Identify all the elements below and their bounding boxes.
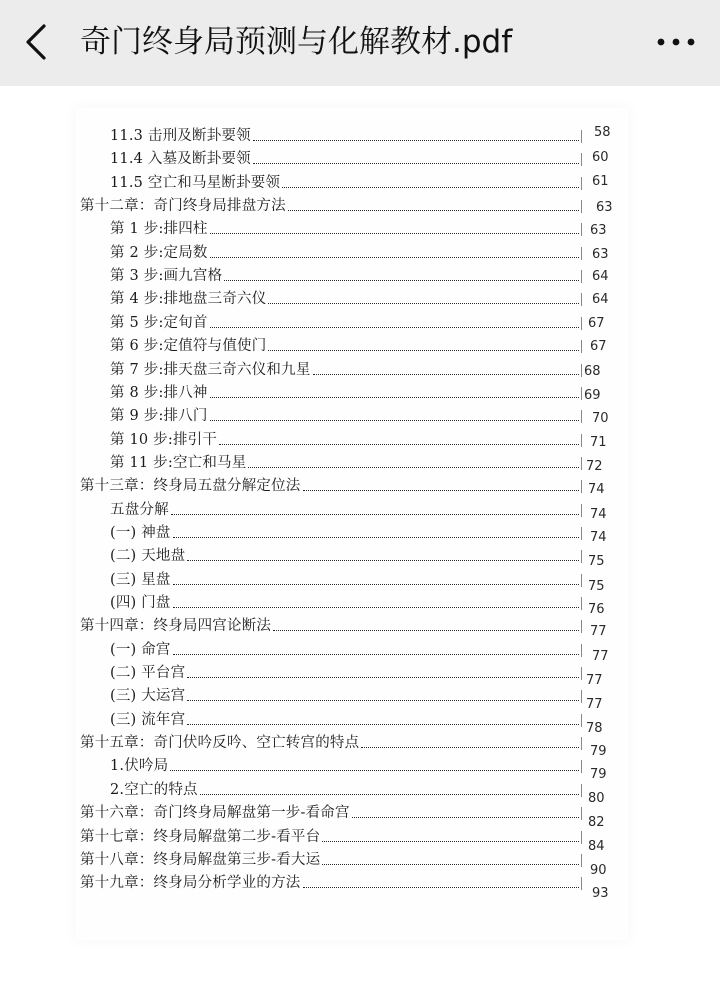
leader-end-mark (581, 784, 582, 797)
toc-entry-page-number: 69 (584, 387, 601, 403)
toc-entry-page-number: 67 (590, 339, 607, 355)
toc-entry-page-number: 63 (596, 200, 613, 216)
toc-entry-page-number: 80 (588, 790, 605, 806)
toc-entry[interactable] (110, 661, 582, 683)
toc-entry-page-number: 77 (590, 624, 607, 640)
toc-entry-title: 2.空亡的特点 (110, 781, 198, 798)
toc-entry[interactable] (110, 451, 582, 473)
dot-leader (268, 350, 579, 351)
toc-entry-title: 第十四章：终身局四宫论断法 (80, 618, 272, 635)
toc-entry-page-number: 64 (592, 269, 609, 285)
dot-leader (173, 537, 579, 538)
toc-entry[interactable] (110, 591, 582, 613)
toc-entry-title: 第 9 步:排八门 (110, 408, 208, 425)
toc-entry-page-number: 74 (588, 482, 605, 498)
leader-end-mark (581, 737, 582, 750)
dot-leader (210, 327, 579, 328)
toc-entry-page-number: 63 (592, 246, 609, 262)
toc-entry[interactable] (110, 358, 582, 380)
toc-entry-page-number: 74 (590, 529, 607, 545)
toc-entry-title: 第十二章：奇门终身局排盘方法 (80, 198, 286, 215)
toc-entry[interactable] (110, 404, 582, 426)
toc-entry-page-number: 79 (590, 744, 607, 760)
toc-entry[interactable] (110, 171, 582, 193)
toc-entry-page-number: 77 (586, 673, 603, 689)
toc-entry-page-number: 90 (590, 862, 607, 878)
leader-end-mark (581, 574, 582, 587)
toc-entry-title: 第 6 步:定值符与值使门 (110, 338, 267, 355)
leader-end-mark (581, 270, 582, 283)
leader-end-mark (581, 317, 582, 330)
toc-entry-page-number: 74 (590, 506, 607, 522)
dot-leader (210, 420, 579, 421)
toc-entry[interactable] (80, 801, 582, 823)
leader-end-mark (581, 527, 582, 540)
leader-end-mark (581, 831, 582, 844)
toc-entry-title: 第 2 步:定局数 (110, 244, 208, 261)
toc-entry-title: 第 3 步:画九宫格 (110, 268, 223, 285)
toc-entry-title: (三) 流年宫 (110, 711, 186, 728)
leader-end-mark (581, 457, 582, 470)
toc-entry-page-number: 84 (588, 838, 605, 854)
toc-entry-page-number: 79 (590, 767, 607, 783)
dot-leader (210, 397, 579, 398)
toc-entry[interactable] (110, 638, 582, 660)
toc-entry[interactable] (110, 754, 582, 776)
toc-entry-title: 第 5 步:定旬首 (110, 314, 208, 331)
leader-end-mark (581, 667, 582, 680)
chevron-left-icon (14, 18, 62, 66)
toc-entry-title: 第 11 步:空亡和马星 (110, 454, 247, 471)
dot-leader (248, 467, 579, 468)
dot-leader (288, 210, 579, 211)
toc-entry-page-number: 58 (594, 125, 611, 140)
toc-entry[interactable] (110, 684, 582, 706)
dot-leader (313, 374, 579, 375)
toc-entry-title: 11.5 空亡和马星断卦要领 (110, 174, 281, 191)
leader-end-mark (581, 854, 582, 867)
toc-entry[interactable] (110, 334, 582, 356)
toc-entry-title: 第十八章：终身局解盘第三步-看大运 (80, 851, 321, 868)
toc-entry[interactable] (110, 498, 582, 520)
toc-entry[interactable] (110, 241, 582, 263)
toc-entry-title: 第十九章：终身局分析学业的方法 (80, 875, 301, 892)
toc-entry-title: 1.伏吟局 (110, 758, 169, 775)
toc-entry-title: (三) 大运宫 (110, 688, 186, 705)
toc-entry-title: 五盘分解 (110, 501, 169, 518)
dot-leader (170, 770, 579, 771)
leader-end-mark (581, 807, 582, 820)
leader-end-mark (581, 434, 582, 447)
leader-end-mark (581, 480, 582, 493)
toc-entry[interactable] (110, 428, 582, 450)
dot-leader (173, 607, 579, 608)
dot-leader (352, 817, 579, 818)
toc-entry-title: 11.3 击刑及断卦要领 (110, 128, 251, 144)
dot-leader (173, 654, 579, 655)
toc-entry[interactable] (80, 614, 582, 636)
dot-leader (322, 864, 579, 865)
toc-entry-page-number: 67 (588, 315, 605, 331)
toc-entry-page-number: 77 (592, 648, 609, 664)
toc-entry-title: 第十三章：终身局五盘分解定位法 (80, 478, 301, 495)
toc-entry-page-number: 93 (592, 886, 609, 902)
toc-entry[interactable] (110, 381, 582, 403)
toc-entry-title: 第十七章：终身局解盘第二步-看平台 (80, 828, 321, 845)
toc-entry-page-number: 77 (586, 697, 603, 713)
toc-entry[interactable] (110, 287, 582, 309)
leader-end-mark (581, 504, 582, 517)
toc-entry-page-number: 71 (590, 434, 607, 450)
toc-entry-title: 第 7 步:排天盘三奇六仪和九星 (110, 361, 311, 378)
dot-leader (322, 841, 579, 842)
toc-entry[interactable] (80, 871, 582, 893)
toc-entry[interactable] (80, 848, 582, 870)
toc-entry-page-number: 70 (592, 411, 609, 427)
leader-end-mark (581, 690, 582, 703)
toc-entry[interactable] (110, 311, 582, 333)
toc-entry-title: (三) 星盘 (110, 571, 171, 588)
toc-entry[interactable] (80, 194, 582, 216)
more-button[interactable] (654, 30, 698, 54)
toc-entry-page-number: 75 (588, 554, 605, 570)
leader-end-mark (581, 387, 582, 400)
toc-entry[interactable] (110, 778, 582, 800)
leader-end-mark (581, 293, 582, 306)
dot-leader (273, 630, 579, 631)
leader-end-mark (581, 153, 582, 166)
toc-entry-page-number: 76 (588, 602, 605, 617)
leader-end-mark (581, 200, 582, 213)
toc-entry-title: 第 4 步:排地盘三奇六仪 (110, 291, 267, 308)
toc-entry-title: 第十五章：奇门伏吟反吟、空亡转宫的特点 (80, 735, 360, 752)
toc-entry[interactable] (110, 544, 582, 566)
toc-entry-page-number: 63 (590, 223, 607, 239)
leader-end-mark (581, 877, 582, 890)
leader-end-mark (581, 177, 582, 190)
toc-entry[interactable] (110, 708, 582, 730)
dot-leader (219, 444, 579, 445)
toc-entry-page-number: 61 (592, 173, 609, 189)
toc-entry-title: (四) 门盘 (110, 595, 171, 611)
dot-leader (303, 490, 580, 491)
toc-entry-title: 第 10 步:排引干 (110, 431, 218, 448)
toc-entry-title: 第十六章：奇门终身局解盘第一步-看命宫 (80, 805, 350, 822)
top-bar (0, 0, 720, 86)
toc-entry[interactable] (80, 825, 582, 847)
toc-entry-title: 第 1 步:排四柱 (110, 221, 208, 238)
leader-end-mark (581, 760, 582, 773)
leader-end-mark (581, 620, 582, 633)
leader-end-mark (581, 644, 582, 657)
leader-end-mark (581, 223, 582, 236)
dot-leader (187, 677, 579, 678)
leader-end-mark (581, 714, 582, 727)
dot-leader (173, 584, 579, 585)
toc-entry[interactable] (110, 568, 582, 590)
toc-entry-title: 第 8 步:排八神 (110, 384, 208, 401)
toc-entry-title: 11.4 入墓及断卦要领 (110, 151, 251, 168)
document-title: 奇门终身局预测与化解教材.pdf (80, 24, 513, 60)
toc-entry-page-number: 60 (592, 150, 609, 166)
toc-entry[interactable] (80, 474, 582, 496)
dot-leader (253, 163, 579, 164)
dot-leader (210, 233, 579, 234)
toc-entry-page-number: 68 (584, 363, 601, 379)
toc-entry-page-number: 75 (588, 578, 605, 594)
toc-entry[interactable] (80, 731, 582, 753)
dot-leader (200, 794, 579, 795)
leader-end-mark (581, 247, 582, 260)
dot-leader (361, 747, 579, 748)
toc-entry-page-number: 64 (592, 292, 609, 308)
toc-entry-page-number: 82 (588, 815, 605, 831)
dot-leader (268, 303, 579, 304)
toc-entry-title: (二) 天地盘 (110, 548, 186, 565)
leader-end-mark (581, 597, 582, 610)
leader-end-mark (581, 130, 582, 143)
toc-entry[interactable] (110, 124, 582, 146)
leader-end-mark (581, 550, 582, 563)
toc-entry[interactable] (110, 217, 582, 239)
leader-end-mark (581, 340, 582, 353)
toc-entry[interactable] (110, 264, 582, 286)
toc-entry-title: (二) 平台宫 (110, 665, 186, 682)
more-horizontal-icon (654, 30, 698, 54)
toc-entry[interactable] (110, 147, 582, 169)
toc-entry-page-number: 78 (586, 720, 603, 736)
toc-entry-title: (一) 神盘 (110, 524, 171, 541)
leader-end-mark (581, 410, 582, 423)
dot-leader (187, 560, 579, 561)
dot-leader (171, 514, 579, 515)
toc-entry[interactable] (110, 521, 582, 543)
dot-leader (187, 700, 579, 701)
dot-leader (282, 187, 579, 188)
toc-entry-title: (一) 命宫 (110, 641, 171, 658)
dot-leader (187, 724, 579, 725)
dot-leader (210, 257, 579, 258)
leader-end-mark (581, 364, 582, 377)
pdf-viewer[interactable] (0, 86, 720, 1002)
dot-leader (253, 140, 579, 141)
dot-leader (303, 887, 580, 888)
toc-entry-page-number: 72 (586, 458, 603, 474)
dot-leader (224, 280, 579, 281)
back-button[interactable] (14, 18, 62, 66)
